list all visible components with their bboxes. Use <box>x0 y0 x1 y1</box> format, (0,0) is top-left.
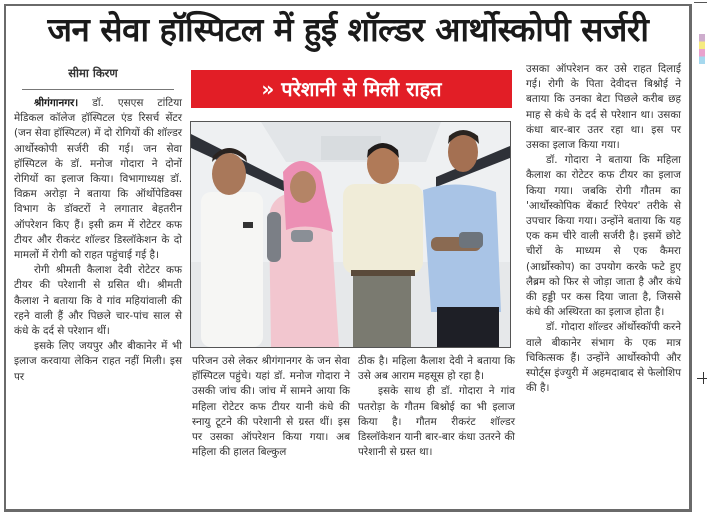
byline: सीमा किरण <box>68 66 118 80</box>
paragraph: इसके साथ ही डॉ. गोदारा ने गांव पतरोड़ा के गौतम बिश्नोई का भी इलाज किया है। गौतम रीकरंट शॉल्डर डिस्लॉकेशन यानी बार-बार कंधा उतरने की परेशानी से ग्रस्त था। <box>358 385 515 459</box>
article-column-4 <box>526 62 681 396</box>
paragraph: डॉ. गोदारा ने बताया कि महिला कैलाश का रोटेटर कफ टीयर का इलाज किया गया। जबकि रोगी गौतम का 'आर्थोस्कोपिक बेंकार्ट रिपेयर' तरीके से उपचार किया गया। उन्होंने बताया कि यह एक कम चीरे वाली सर्जरी है। इसमें छोटे चीरों के माध्यम से एक कैमरा (आर्थ्रोस्कोप) का उपयोग करके फटे हुए लैब्रम को फिर से जोड़ा जाता है और कंधे की हड्डी पर कस दिया जाता है, जिससे कंधे की अस्थिरता का इलाज होता है। <box>526 154 681 319</box>
registration-mark-vertical <box>703 372 704 384</box>
paragraph: रोगी श्रीमती कैलाश देवी रोटेटर कफ टीयर की परेशानी से ग्रसित थी। श्रीमती कैलाश ने बताया कि वे गांव महियांवाली की रहने वाली हैं और पिछले चार-पांच साल से कंधे के दर्द से परेशान थीं। <box>14 264 182 338</box>
crop-mark <box>694 2 707 3</box>
paragraph: उसका ऑपरेशन कर उसे राहत दिलाई गई। रोगी के पिता देवीदत्त बिश्नोई ने बताया कि उनका बेटा पिछले करीब छह माह से कंधे के दर्द से परेशान था। उसका कंधा बार-बार उतर रहा था। इस पर उसका इलाज किया गया। <box>526 63 681 152</box>
registration-mark <box>697 378 707 379</box>
article-column-2 <box>192 354 350 460</box>
dateline: श्रीगंगानगर। <box>34 97 79 109</box>
paragraph: परिजन उसे लेकर श्रीगंगानगर के जन सेवा हॉस्पिटल पहुंचे। यहां डॉ. मनोज गोदारा ने उसकी जांच की। जांच में सामने आया कि महिला रोटेटर कफ टीयर यानी कंधे की स्नायु टूटने की परेशानी से ग्रस्त थीं। इस पर उसका ऑपरेशन किया गया। अब महिला की हालत बिल्कुल <box>192 355 350 459</box>
color-registration-strip <box>699 34 705 64</box>
subhead-banner: » परेशानी से मिली राहत <box>191 70 512 108</box>
article-column-3 <box>358 354 515 460</box>
paragraph: ठीक है। महिला कैलाश देवी ने बताया कि उसे अब आराम महसूस हो रहा है। <box>358 355 515 383</box>
headline: जन सेवा हॉस्पिटल में हुई शॉल्डर आर्थोस्कोपी सर्जरी <box>47 10 649 49</box>
paragraph: डॉ. गोदारा शॉल्डर ऑर्थोस्कॉपी करने वाले बीकानेर संभाग के एक मात्र चिकित्सक हैं। उन्होंने आर्थोस्कोपी और स्पोर्ट्स इंज्युरी में अहमदाबाद से फेलोशिप की है। <box>526 321 681 395</box>
paragraph-text: डॉ. एसएस टांटिया मेडिकल कॉलेज हॉस्पिटल एंड रिसर्च सेंटर (जन सेवा हॉस्पिटल) में दो रोगियों की शॉल्डर आर्थोस्कोपी सर्जरी की गई। जन सेवा हॉस्पिटल के डॉ. मनोज गोदारा ने दोनों रोगियों का इलाज किया। विभागाध्यक्ष डॉ. विक्रम अरोड़ा ने बताया कि ऑर्थोपेडिक्स विभाग के डॉक्टरों ने लगातार बेहतरीन ऑपरेशन किए हैं। इसी क्रम में रोटेटर कफ टीयर और रीकरंट शॉल्डर डिस्लॉकेशन के दो मामलों में रोगी को राहत पहुंचाई गई है। <box>14 97 182 262</box>
byline-divider <box>22 89 174 90</box>
article-column-1 <box>14 96 182 385</box>
news-photo <box>190 121 511 348</box>
paragraph: इसके लिए जयपुर और बीकानेर में भी इलाज करवाया लेकिन राहत नहीं मिली। इस पर <box>14 340 182 383</box>
group-photo-icon <box>191 122 510 347</box>
paragraph <box>14 96 182 263</box>
